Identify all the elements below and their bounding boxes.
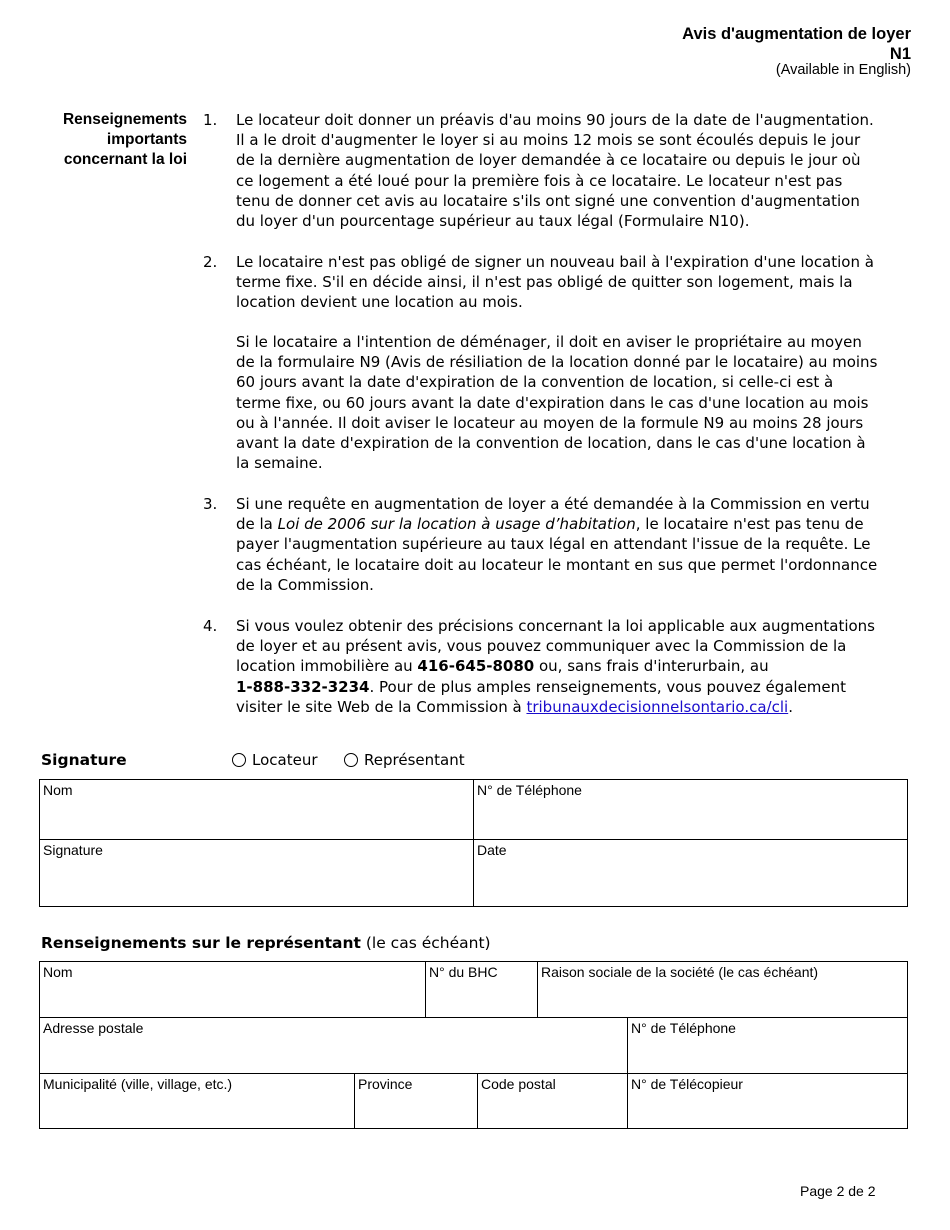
item-2-number: 2. bbox=[203, 253, 218, 271]
signature-field[interactable]: Signature bbox=[43, 842, 103, 858]
item-3-number: 3. bbox=[203, 495, 218, 513]
signature-date-field[interactable]: Date bbox=[477, 842, 507, 858]
radio-circle-icon[interactable] bbox=[232, 753, 246, 767]
ltb-toll-free-number: 1-888-332-3234 bbox=[236, 677, 370, 696]
rep-city-field[interactable]: Municipalité (ville, village, etc.) bbox=[43, 1076, 233, 1092]
ltb-phone-number: 416-645-8080 bbox=[417, 657, 535, 676]
item-2-text: Le locataire n'est pas obligé de signer un nouveau bail à l'expiration d'une location à terme fixe. S'il en décide ainsi, il n'est pas obligé de quitter son logement, mais la location devient une location au mois. bbox=[236, 253, 874, 312]
ltb-website-link[interactable]: tribunauxdecisionnelsontario.ca/cli bbox=[526, 697, 789, 716]
rep-lso-number-field[interactable]: N° du BHC bbox=[429, 964, 498, 980]
radio-circle-icon[interactable] bbox=[344, 753, 358, 767]
important-information-heading: Renseignements importants concernant la loi bbox=[62, 111, 187, 168]
item-3-text: Si une requête en augmentation de loyer a été demandée à la Commission en vertu de la Loi de 2006 sur la location à usage d’habitation, le locataire n'est pas tenu de payer l'augmentation supérieure au taux légal en attendant l'issue de la requête. Le cas échéant, le locataire doit au locateur le montant en sus que permet l'ordonnance de la Commission. bbox=[236, 495, 878, 594]
representative-radio[interactable]: Représentant bbox=[344, 751, 465, 769]
act-title: Loi de 2006 sur la location à usage d’habitation bbox=[277, 515, 636, 534]
rep-address-field[interactable]: Adresse postale bbox=[43, 1020, 144, 1036]
signature-name-field[interactable]: Nom bbox=[43, 782, 73, 798]
rep-company-field[interactable]: Raison sociale de la société (le cas échéant) bbox=[541, 964, 819, 980]
rep-postal-code-field[interactable]: Code postal bbox=[481, 1076, 556, 1092]
representative-heading: Renseignements sur le représentant (le cas échéant) bbox=[41, 934, 491, 952]
item-2-text-continued: Si le locataire a l'intention de déménager, il doit en aviser le propriétaire au moyen de la formulaire N9 (Avis de résiliation de la location donné par le locataire) au moins 60 jours avant la date d'expiration de la convention de location, si celle-ci est à terme fixe, ou 60 jours avant la date d'expiration dans le cas d'une location au mois ou à l'année. Il doit aviser le locateur au moyen de la formule N9 au moins 28 jours avant la date d'expiration de la convention de location, dans le cas d'une location à la semaine. bbox=[236, 333, 878, 473]
rep-phone-field[interactable]: N° de Téléphone bbox=[631, 1020, 736, 1036]
item-1-text: Le locateur doit donner un préavis d'au moins 90 jours de la date de l'augmentation. Il a le droit d'augmenter le loyer si au moins 12 mois se sont écoulés depuis le jour de la dernière augmentation de loyer demandée à ce locataire ou depuis le jour où ce logement a été loué pour la première fois à ce locataire. Le locateur n'est pas tenu de donner cet avis au locataire s'ils ont signé une convention d'augmentation du loyer d'un pourcentage supérieur au taux légal (Formulaire N10). bbox=[236, 111, 874, 231]
item-4-number: 4. bbox=[203, 617, 218, 635]
form-title: Avis d'augmentation de loyer bbox=[682, 25, 911, 43]
item-4-text: Si vous voulez obtenir des précisions concernant la loi applicable aux augmentations de loyer et au présent avis, vous pouvez communiquer avec la Commission de la location immobilière au 416-645-8080 ou, sans frais d'interurbain, au 1-888-332-3234. Pour de plus amples renseignements, vous pouvez également visiter le site Web de la Commission à tribunauxdecisionnelsontario.ca/cli. bbox=[236, 617, 876, 716]
item-1-number: 1. bbox=[203, 111, 218, 129]
signature-heading: Signature bbox=[41, 751, 127, 769]
rep-name-field[interactable]: Nom bbox=[43, 964, 73, 980]
form-code: N1 bbox=[889, 45, 911, 63]
landlord-radio[interactable]: Locateur bbox=[232, 751, 318, 769]
rep-fax-field[interactable]: N° de Télécopieur bbox=[631, 1076, 743, 1092]
rep-province-field[interactable]: Province bbox=[358, 1076, 413, 1092]
signature-phone-field[interactable]: N° de Téléphone bbox=[477, 782, 582, 798]
page-number: Page 2 de 2 bbox=[800, 1183, 876, 1199]
available-in-english-note: (Available in English) bbox=[775, 62, 911, 78]
